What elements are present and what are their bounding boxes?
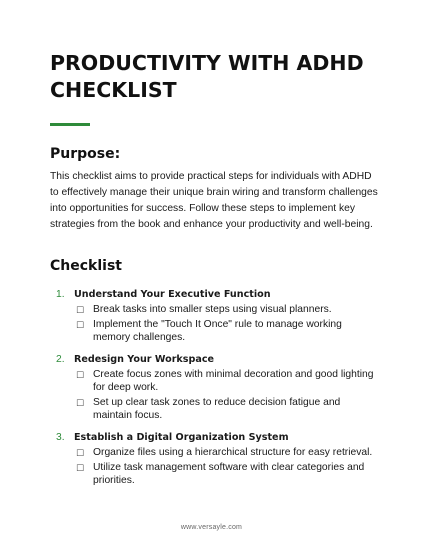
section-title: Understand Your Executive Function bbox=[74, 289, 271, 300]
checklist-item bbox=[74, 303, 380, 316]
section-items bbox=[74, 303, 380, 344]
section-number: 2. bbox=[56, 354, 65, 365]
section-title: Redesign Your Workspace bbox=[74, 354, 215, 365]
checklist-item bbox=[74, 461, 380, 487]
section-items bbox=[74, 446, 380, 487]
title-accent-rule bbox=[50, 123, 90, 126]
checklist-item-text: Organize files using a hierarchical structure for easy retrieval. bbox=[93, 447, 373, 458]
checklist-heading: Checklist bbox=[50, 258, 122, 274]
footer-website: www.versayle.com bbox=[180, 524, 243, 531]
purpose-paragraph: This checklist aims to provide practical steps for individuals with ADHD to effectively manage their unique brain wiring and transform challenges into opportunities for success. Follow these steps to implement key strategies from the book and enhance your productivity and well-being. bbox=[50, 171, 378, 230]
checkbox-icon[interactable]: ☐ bbox=[76, 319, 85, 330]
section-items bbox=[74, 368, 380, 422]
checklist-section bbox=[50, 288, 380, 344]
checklist-item bbox=[74, 396, 380, 422]
checklist-item bbox=[74, 446, 380, 459]
checkbox-icon[interactable]: ☐ bbox=[76, 369, 85, 380]
checklist-item bbox=[74, 368, 380, 394]
checklist-item-text: Set up clear task zones to reduce decision fatigue and maintain focus. bbox=[93, 397, 341, 421]
checklist-item-text: Break tasks into smaller steps using visual planners. bbox=[93, 304, 332, 315]
checklist-item-text: Utilize task management software with clear categories and priorities. bbox=[93, 462, 365, 486]
section-title: Establish a Digital Organization System bbox=[74, 432, 289, 443]
section-number: 1. bbox=[56, 289, 65, 300]
checkbox-icon[interactable]: ☐ bbox=[76, 462, 85, 473]
checklist-item-text: Create focus zones with minimal decoration and good lighting for deep work. bbox=[93, 369, 374, 393]
checklist-section bbox=[50, 353, 380, 422]
checkbox-icon[interactable]: ☐ bbox=[76, 447, 85, 458]
checkbox-icon[interactable]: ☐ bbox=[76, 304, 85, 315]
checklist-item-text: Implement the "Touch It Once" rule to manage working memory challenges. bbox=[93, 319, 342, 343]
purpose-heading: Purpose: bbox=[50, 146, 121, 162]
checklist-section bbox=[50, 431, 380, 487]
checklist-item bbox=[74, 318, 380, 344]
section-number: 3. bbox=[56, 432, 65, 443]
checkbox-icon[interactable]: ☐ bbox=[76, 397, 85, 408]
page-title: PRODUCTIVITY WITH ADHD CHECKLIST bbox=[50, 51, 364, 102]
checklist-sections bbox=[50, 288, 380, 487]
